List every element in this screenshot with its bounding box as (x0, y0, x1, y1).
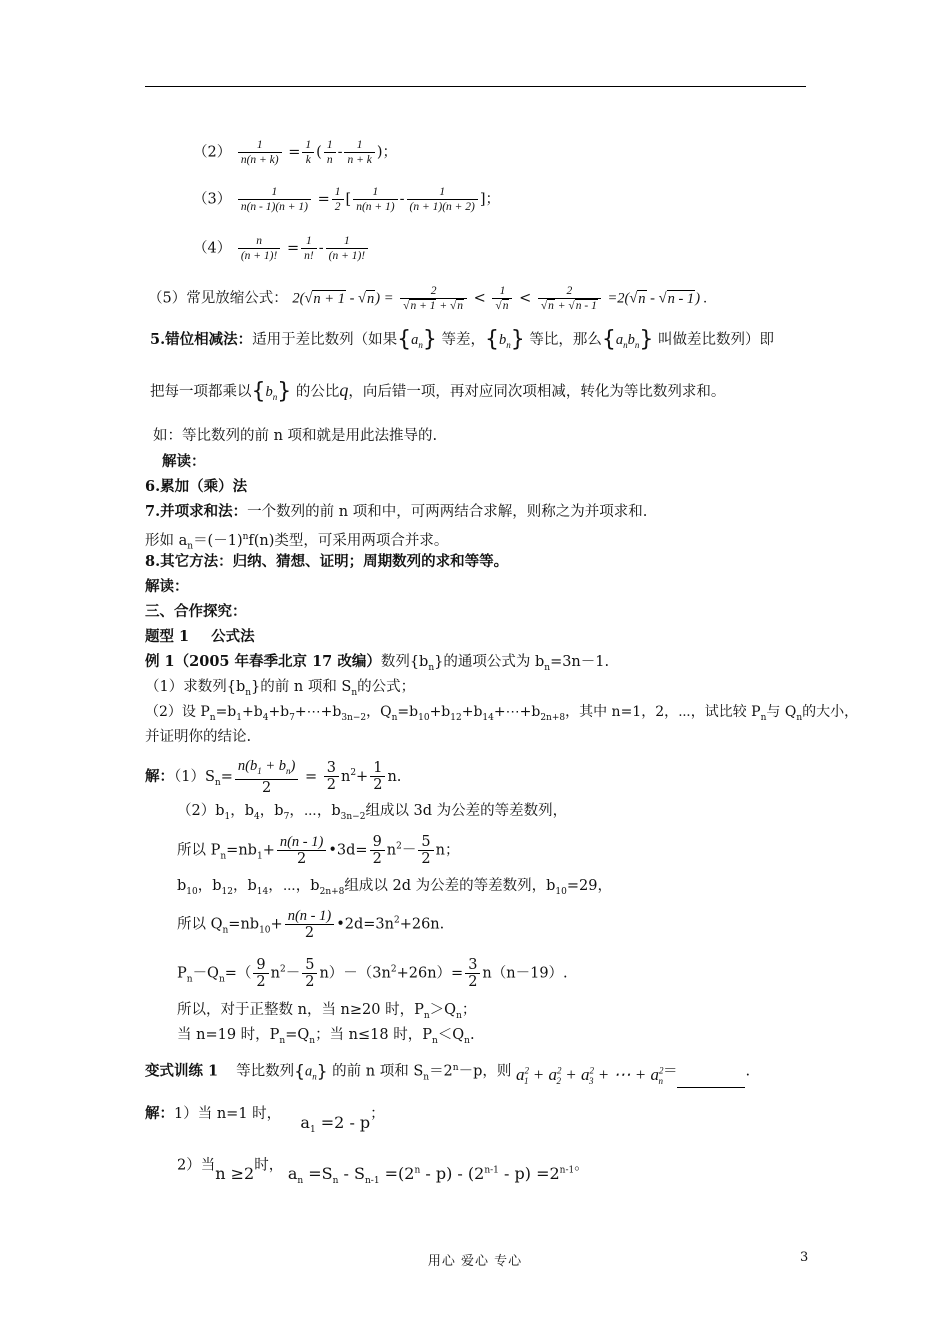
answer-blank (677, 1073, 745, 1088)
section-5-line-2: 把每一项都乘以$\{b_n\}$ 的公比q，向后错一项，再对应同次项相减，转化为等比数列求和。 (150, 379, 726, 404)
fraction: $\frac{n(n - 1)}{2}$ (285, 908, 335, 941)
solution-8: 当 n=19 时，$P_n=Q_n$；当 n≤18 时，$P_n<Q_n$. (177, 1027, 475, 1046)
question-2: （2）设 $P_n=b_1+b_4+b_7+\cdots+b_{3n-2}$，$Q_n=b_{10}+b_{12}+b_{14}+\cdots+b_{2n+8}$，其中 n=1，2，⋯，试比较 $P_n$与 $Q_n$的大小， (145, 704, 859, 723)
variant-training-1: 变式训练 1 等比数列$\{a_n\}$ 的前 n 项和 $S_n=2^n-p$，则 $a^2_1 + a^2_2 + a^2_3$ + ⋯ + $a^2_n=$ . (145, 1061, 751, 1087)
question-2-line-2: 并证明你的结论. (145, 729, 252, 745)
equals: = (288, 144, 301, 161)
fraction: $\frac{1}{(n + 1)!}$ (326, 234, 369, 263)
section-5-reading: 解读： (162, 453, 206, 470)
solution-4: $b_{10}$，$b_{12}$，$b_{14}$，⋯，$b_{2n+8}$组成以 2d 为公差的等差数列，$b_{10}=29$， (177, 878, 612, 897)
formula-4 (193, 234, 370, 263)
fraction: $\frac{n}{(n + 1)!}$ (238, 234, 281, 263)
sum-expression: $a^2_1 + a^2_2 + a^2_3$ + ⋯ + $a^2_n$ (516, 1064, 664, 1087)
less-than: < (469, 290, 491, 307)
section-8-title: 8.其它方法：归纳、猜想、证明；周期数列的求和等等。 (145, 553, 509, 570)
section-title: 7.并项求和法： (145, 503, 248, 520)
solution-6: $P_n-Q_n=$（ $\frac{9}{2}$ $n^2-$ $\frac{5}{2}$ $n)-(3n^2+26n)=$ $\frac{3}{2}$ n（n－19）. (177, 957, 568, 990)
fraction: $\frac{1}{n(n + k)}$ (238, 138, 282, 167)
expr: =2(√n - √n - 1) . (607, 290, 708, 307)
footer-motto: 用心 爱心 专心 (427, 1254, 523, 1269)
fraction: $\frac{1}{n}$ (324, 138, 336, 167)
formula-3 (193, 185, 500, 214)
equals: = (286, 240, 300, 257)
header-rule (145, 86, 806, 87)
solution-5: 所以 $Q_n=nb_{10}+$ $\frac{n(n - 1)}{2}$ $•2d=3n^2+26n$. (177, 908, 445, 941)
fraction: $\frac{1}{n(n + 1)}$ (353, 185, 397, 214)
fraction: $\frac{5}{2}$ (418, 834, 433, 867)
solution-9: 解：1）当 n=1 时， $a_1 =2 - p$； (145, 1105, 385, 1136)
formula-2 (193, 138, 397, 167)
fraction: $\frac{3}{2}$ (465, 957, 480, 990)
section-title: 5.错位相减法： (150, 331, 253, 348)
fraction: $\frac{5}{2}$ (302, 957, 317, 990)
section-8-reading: 解读： (145, 578, 189, 595)
section-5-line-1: 5.错位相减法：适用于差比数列（如果$\{a_n\}$ 等差，$\{b_n\}$ 等比，那么$\{a_nb_n\}$ 叫做差比数列）即 (150, 327, 774, 352)
page-number: 3 (800, 1250, 809, 1265)
fraction: $\frac{1}{k}$ (302, 138, 314, 167)
fraction: $\frac{n(b_1 + b_n)}{2}$ (235, 758, 298, 796)
bracket: [ (345, 191, 352, 208)
less-than: < (514, 290, 536, 307)
formula-5 (148, 284, 707, 313)
label: （5）常见放缩公式： (148, 290, 288, 307)
fraction: $\frac{3}{2}$ (324, 760, 339, 793)
minus: - (399, 191, 405, 208)
solution-3: 所以 $P_n=nb_1+$ $\frac{n(n - 1)}{2}$ •3d= $\frac{9}{2}$ $n^2-$ $\frac{5}{2}$ n； (177, 834, 460, 867)
part-3-title: 三、合作探究： (145, 603, 247, 620)
paren: )； (376, 144, 398, 161)
fraction: $\frac{n(n - 1)}{2}$ (277, 834, 327, 867)
solution-7: 所以，对于正整数 n，当 n≥20 时，$P_n>Q_n$； (177, 1002, 477, 1021)
type-1-title: 题型 1 公式法 (145, 628, 255, 645)
fraction: $\frac{9}{2}$ (253, 957, 268, 990)
section-6-title: 6.累加（乘）法 (145, 478, 248, 495)
paren: ( (316, 144, 322, 161)
fraction: $\frac{1}{√n}$ (492, 284, 512, 313)
section-7-line-2: 形如 $a_n=(-1)^nf(n)$类型，可采用两项合并求。 (145, 532, 449, 552)
fraction: $\frac{1}{n!}$ (301, 234, 317, 263)
equals: = (317, 191, 330, 208)
fraction: $\frac{2}{√n + √n - 1}$ (538, 284, 601, 313)
solution-10: 2）当n ≥2时， $a_n =S_n - S_{n-1} =(2^n - p) - (2^{n-1} - p) =2^{n-1}$。 (177, 1157, 589, 1187)
bracket: ]； (479, 191, 501, 208)
label: （3） (193, 191, 232, 208)
solution-2: $(2)b_1$，$b_4$，$b_7$，⋯，$b_{3n-2}$组成以 3d 为公差的等差数列， (177, 803, 568, 822)
example-1: 例 1（2005 年春季北京 17 改编）数列$\{b_n\}$的通项公式为 $b_n=3n-1$. (145, 653, 610, 673)
expr: 2(√n + 1 - √n) = (292, 290, 394, 307)
fraction: $\frac{1}{n + k}$ (344, 138, 374, 167)
solution-1: 解：$(1)S_n=$ $\frac{n(b_1 + b_n)}{2}$ = $\frac{3}{2}$ $n^2+$ $\frac{1}{2}$ n. (145, 758, 402, 796)
section-5-example: 如：等比数列的前 n 项和就是用此法推导的. (153, 428, 438, 444)
label: （2） (193, 144, 232, 161)
label: （4） (193, 240, 232, 257)
question-1: （1）求数列$\{b_n\}$的前 n 项和 $S_n$的公式； (145, 679, 416, 698)
fraction: $\frac{1}{n(n - 1)(n + 1)}$ (238, 185, 311, 214)
minus: - (337, 144, 343, 161)
section-7-line-1: 7.并项求和法：一个数列的前 n 项和中，可两两结合求解，则称之为并项求和. (145, 503, 648, 520)
fraction: $\frac{2}{√n + 1 + √n}$ (400, 284, 467, 313)
fraction: $\frac{1}{2}$ (370, 760, 385, 793)
fraction: $\frac{1}{(n + 1)(n + 2)}$ (407, 185, 478, 214)
fraction: $\frac{9}{2}$ (370, 834, 385, 867)
minus: - (318, 240, 324, 257)
fraction: $\frac{1}{2}$ (332, 185, 344, 214)
